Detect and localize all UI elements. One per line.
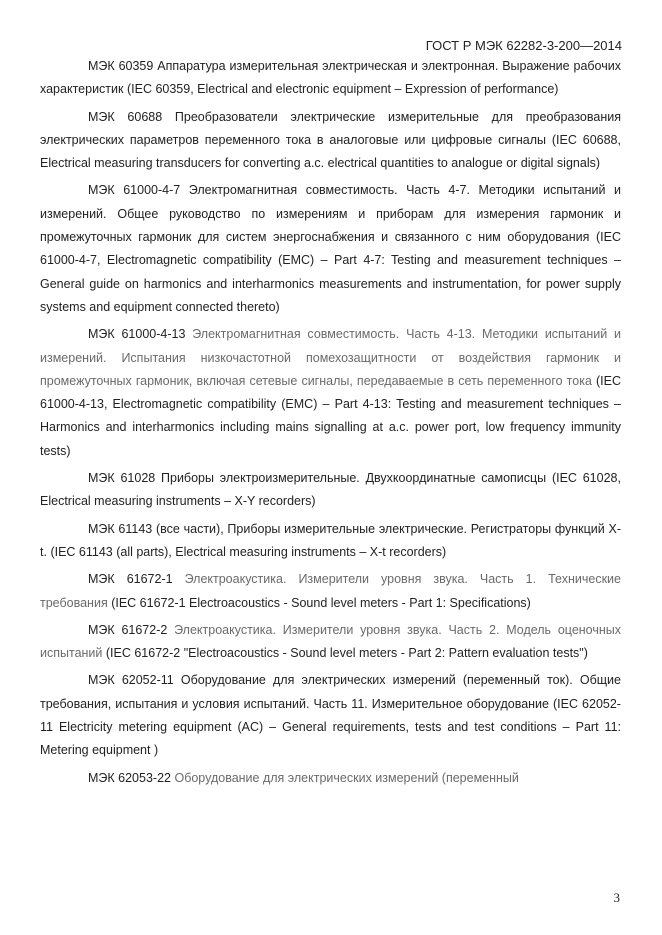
reference-item xyxy=(40,323,621,463)
reference-eng: (IEC 60359, Electrical and electronic equipment – Expression of performance) xyxy=(126,82,559,97)
reference-code: МЭК 61000-4-7 xyxy=(88,183,181,198)
reference-item xyxy=(40,179,621,319)
reference-code: МЭК 61672-2 xyxy=(88,622,168,637)
reference-eng: (IEC 62052-11 Electricity metering equipment (AC) – General requirements, tests and test conditions – Part 11: Metering equipment ) xyxy=(40,696,621,758)
reference-title: Электромагнитная совместимость. Часть 4-13. Методики испытаний и измерений. Испытания низкочастотной помехозащитности от воздействия гармоник и промежуточных гармоник, включая сетевые сигналы, передаваемые в сеть переменного тока xyxy=(40,327,621,388)
reference-item xyxy=(40,55,621,102)
reference-code: МЭК 61028 xyxy=(88,471,156,486)
reference-item xyxy=(40,568,621,615)
reference-code: МЭК 60359 xyxy=(88,59,154,73)
reference-title: Преобразователи электрические измерительные для преобразования электрических параметров переменного тока в аналоговые или цифровые сигналы xyxy=(40,109,621,147)
reference-eng: (IEC 61672-1 Electroacoustics - Sound level meters - Part 1: Specifications) xyxy=(111,595,531,610)
reference-eng: (IEC 61143 (all parts), Electrical measuring instruments – X-t recorders) xyxy=(50,544,447,559)
page-number: 3 xyxy=(613,890,620,905)
reference-item xyxy=(40,619,621,666)
document-header: ГОСТ Р МЭК 62282-3-200—2014 xyxy=(425,38,622,53)
reference-eng: (IEC 60688, Electrical measuring transducers for converting a.c. electrical quantities to analogue or digital signals) xyxy=(40,132,621,171)
reference-title: Электроакустика. Измерители уровня звука. Часть 1. Технические требования xyxy=(40,572,621,610)
reference-eng: (IEC 61672-2 "Electroacoustics - Sound level meters - Part 2: Pattern evaluation tests") xyxy=(105,646,588,661)
reference-title: Аппаратура измерительная электрическая и электронная. Выражение рабочих характеристик xyxy=(40,59,621,97)
reference-code: МЭК 62053-22 xyxy=(88,770,171,785)
reference-code: МЭК 61672-1 xyxy=(88,572,173,587)
reference-eng: (IEC 61000-4-13, Electromagnetic compatibility (EMC) – Part 4-13: Testing and measurement techniques – Harmonics and interharmonics including mains signalling at a.c. power port, low frequency immunity tests) xyxy=(40,373,621,458)
reference-item xyxy=(40,106,621,176)
reference-item xyxy=(40,669,621,762)
reference-item xyxy=(40,518,621,565)
reference-title: Оборудование для электрических измерений (переменный xyxy=(174,770,519,785)
reference-code: МЭК 61143 xyxy=(88,521,153,536)
reference-code: МЭК 61000-4-13 xyxy=(88,327,186,342)
reference-eng: (IEC 61000-4-7, Electromagnetic compatibility (EMC) – Part 4-7: Testing and measurement techniques – General guide on harmonics and interharmonics measurements and instrumentation, for power supply systems and equipment connected thereto) xyxy=(40,230,621,314)
reference-title: Оборудование для электрических измерений (переменный ток). Общие требования, испытания и условия испытаний. Часть 11. Измерительное оборудование xyxy=(40,673,621,711)
reference-title: (все части), Приборы измерительные электрические. Регистраторы функций X-t. xyxy=(40,521,622,559)
reference-title: Приборы электроизмерительные. Двухкоординатные самописцы xyxy=(161,471,547,486)
reference-item xyxy=(40,467,621,514)
reference-code: МЭК 60688 xyxy=(88,109,163,124)
reference-title: Электроакустика. Измерители уровня звука. Часть 2. Модель оценочных испытаний xyxy=(40,622,621,661)
reference-eng: (IEC 61028, Electrical measuring instruments – X-Y recorders) xyxy=(40,471,621,509)
reference-item xyxy=(40,767,621,790)
references-list xyxy=(40,55,621,794)
reference-title: Электромагнитная совместимость. Часть 4-7. Методики испытаний и измерений. Общее руководство по измерениям и приборам для измерения гармоник и промежуточных гармоник для систем энергоснабжения и связанного с ним оборудования xyxy=(40,183,622,245)
reference-code: МЭК 62052-11 xyxy=(88,673,174,688)
